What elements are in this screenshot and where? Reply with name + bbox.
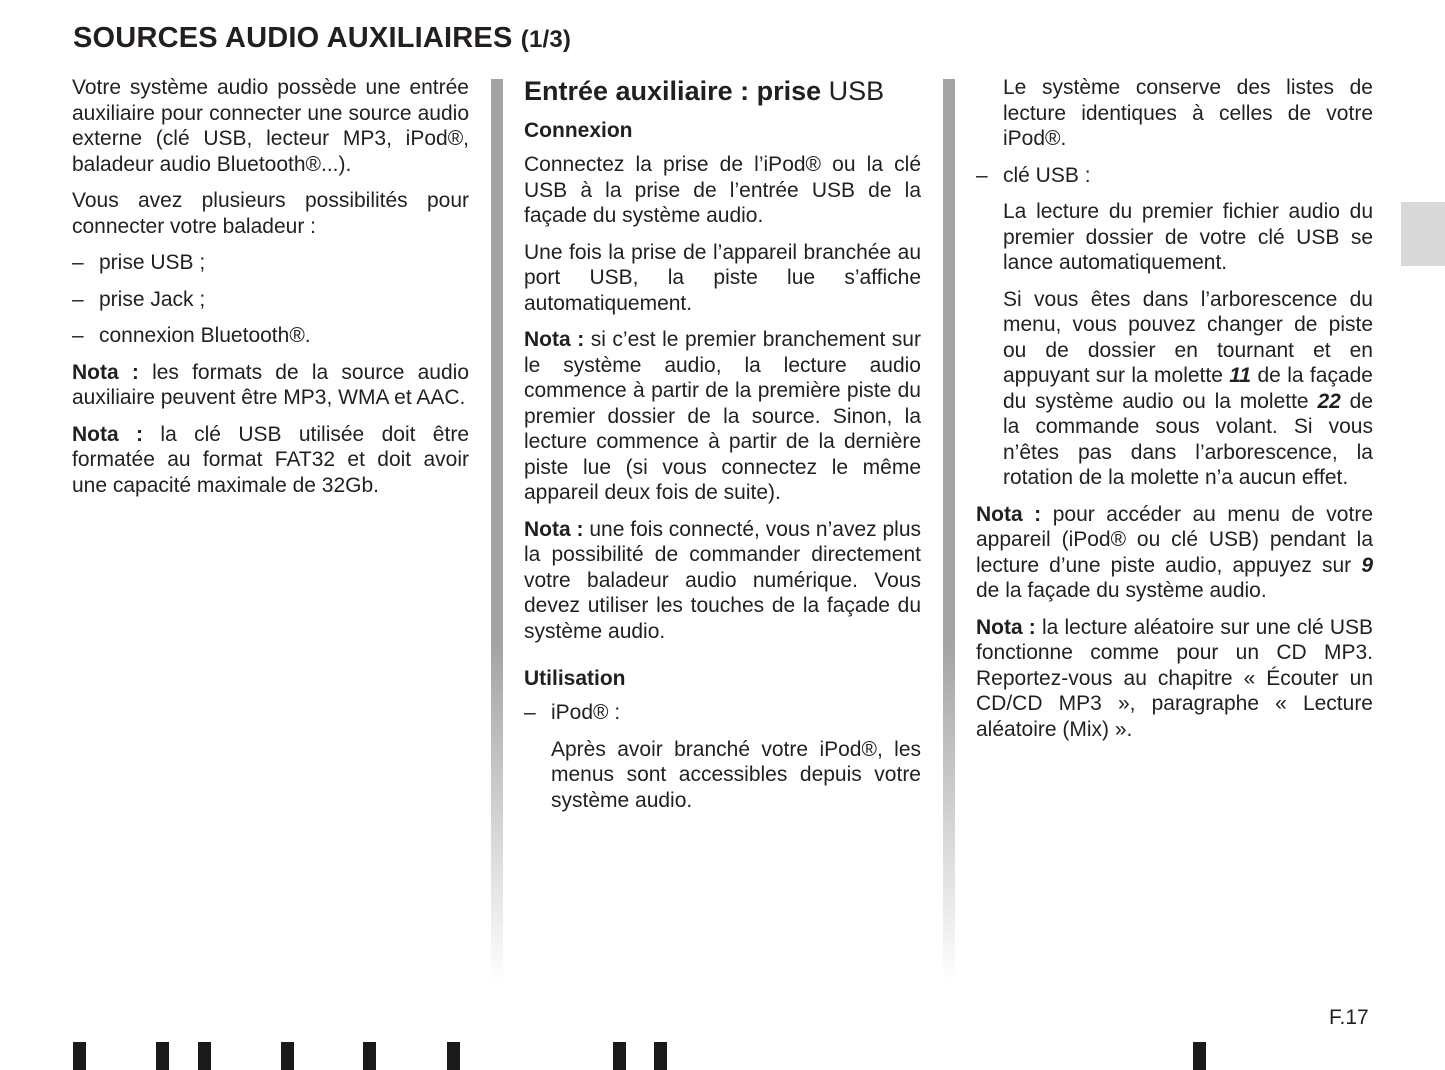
nota-label: Nota : <box>976 502 1042 526</box>
list-item-text: prise USB ; <box>99 251 206 274</box>
utilisation-heading: Utilisation <box>524 667 626 690</box>
dash-bullet: – <box>976 163 988 187</box>
page-number: F.17 <box>1329 1006 1369 1029</box>
nota-text: si c’est le premier branchement sur le système audio, la lecture audio commence à partir de la première piste du premier dossier de la source. Sinon, la lecture commence à partir de la dernière piste lue (si vous connectez le même appareil deux fois de suite). <box>524 328 921 504</box>
section-heading <box>524 75 921 108</box>
dash-bullet: – <box>72 251 84 274</box>
print-mark <box>447 1042 460 1070</box>
nota-label: Nota : <box>524 328 585 351</box>
print-mark <box>613 1042 626 1070</box>
column-divider <box>491 79 503 984</box>
nota-connected <box>524 517 921 645</box>
nota-text: la clé USB utilisée doit être formatée au format FAT32 et doit avoir une capacité maximale de 32Gb. <box>72 422 469 497</box>
connexion-heading: Connexion <box>524 119 633 142</box>
playlists-paragraph: Le système conserve des listes de lecture identiques à celles de votre iPod®. <box>1003 76 1373 150</box>
list-item-text: connexion Bluetooth®. <box>99 324 311 347</box>
print-mark <box>73 1042 86 1070</box>
section-thumb-tab <box>1401 202 1445 266</box>
column-divider <box>943 79 955 984</box>
print-mark <box>198 1042 211 1070</box>
title-part: (1/3) <box>520 26 572 53</box>
nota-formats <box>72 360 469 411</box>
control-number: 11 <box>1229 364 1252 387</box>
print-mark <box>156 1042 169 1070</box>
print-mark <box>363 1042 376 1070</box>
column-1 <box>72 75 469 509</box>
title-text: SOURCES AUDIO AUXILIAIRES <box>73 22 513 54</box>
nota-text: les formats de la source audio auxiliaire peuvent être MP3, WMA et AAC. <box>72 360 469 409</box>
nota-text: la lecture aléatoire sur une clé USB fonctionne comme pour un CD MP3. Reportez-vous au chapitre « Écouter un CD/CD MP3 », paragraphe « Lecture aléatoire (Mix) ». <box>976 615 1374 741</box>
list-item <box>72 323 469 349</box>
column-2 <box>524 75 921 824</box>
ipod-paragraph: Après avoir branché votre iPod®, les menus sont accessibles depuis votre système audio. <box>551 737 921 812</box>
list-item <box>976 163 1373 189</box>
nota-label: Nota : <box>976 615 1036 639</box>
usb-paragraph: La lecture du premier fichier audio du premier dossier de votre clé USB se lance automatiquement. <box>1003 200 1373 274</box>
column-3 <box>976 75 1373 753</box>
dash-bullet: – <box>524 701 536 724</box>
print-mark <box>1193 1042 1206 1070</box>
list-item-text: clé USB : <box>1003 163 1091 187</box>
list-item-text: iPod® : <box>551 701 621 724</box>
control-number: 9 <box>1361 553 1373 577</box>
print-mark <box>281 1042 294 1070</box>
print-mark <box>654 1042 667 1070</box>
menu-paragraph <box>976 287 1373 491</box>
dash-bullet: – <box>72 287 84 311</box>
nota-menu-access <box>976 502 1373 604</box>
nota-text: pour accéder au menu de votre appareil (iPod® ou clé USB) pendant la lecture d’une piste audio, appuyez sur <box>976 502 1373 577</box>
heading-bold: Entrée auxiliaire : prise <box>524 76 822 106</box>
nota-text: une fois connecté, vous n’avez plus la possibilité de commander directement votre baladeur audio numérique. Vous devez utiliser les touches de la façade du système audio. <box>524 517 921 643</box>
list-item <box>72 287 469 313</box>
menu-text: Si vous êtes dans l’arborescence du menu, vous pouvez changer de piste ou de dossier en tournant et en appuyant sur la molette <box>1003 287 1373 387</box>
nota-label: Nota : <box>524 517 584 541</box>
control-number: 22 <box>1317 389 1341 413</box>
nota-first-connection <box>524 327 921 506</box>
list-item <box>72 250 469 276</box>
nota-label: Nota : <box>72 360 139 384</box>
nota-text: de la façade du système audio. <box>976 579 1267 602</box>
connect-paragraph: Connectez la prise de l’iPod® ou la clé USB à la prise de l’entrée USB de la façade du système audio. <box>524 153 921 227</box>
list-item-text: prise Jack ; <box>99 287 206 311</box>
menu-text: de la commande sous volant. Si vous n’êtes pas dans l’arborescence, la rotation de la molette n’a aucun effet. <box>1003 389 1373 489</box>
menu-text: de la façade du système audio ou la molette <box>1003 364 1373 413</box>
list-item <box>524 700 921 726</box>
dash-bullet: – <box>72 324 84 347</box>
nota-random <box>976 615 1373 743</box>
intro-paragraph: Votre système audio possède une entrée auxiliaire pour connecter une source audio externe (clé USB, lecteur MP3, iPod®, baladeur audio Bluetooth®...). <box>72 76 469 176</box>
nota-usb-format <box>72 422 469 499</box>
possibilities-paragraph: Vous avez plusieurs possibilités pour connecter votre baladeur : <box>72 189 469 238</box>
nota-label: Nota : <box>72 422 144 446</box>
heading-normal: USB <box>828 76 885 106</box>
auto-display-paragraph: Une fois la prise de l’appareil branchée au port USB, la piste lue s’affiche automatiquement. <box>524 240 921 315</box>
page-title <box>73 22 571 55</box>
